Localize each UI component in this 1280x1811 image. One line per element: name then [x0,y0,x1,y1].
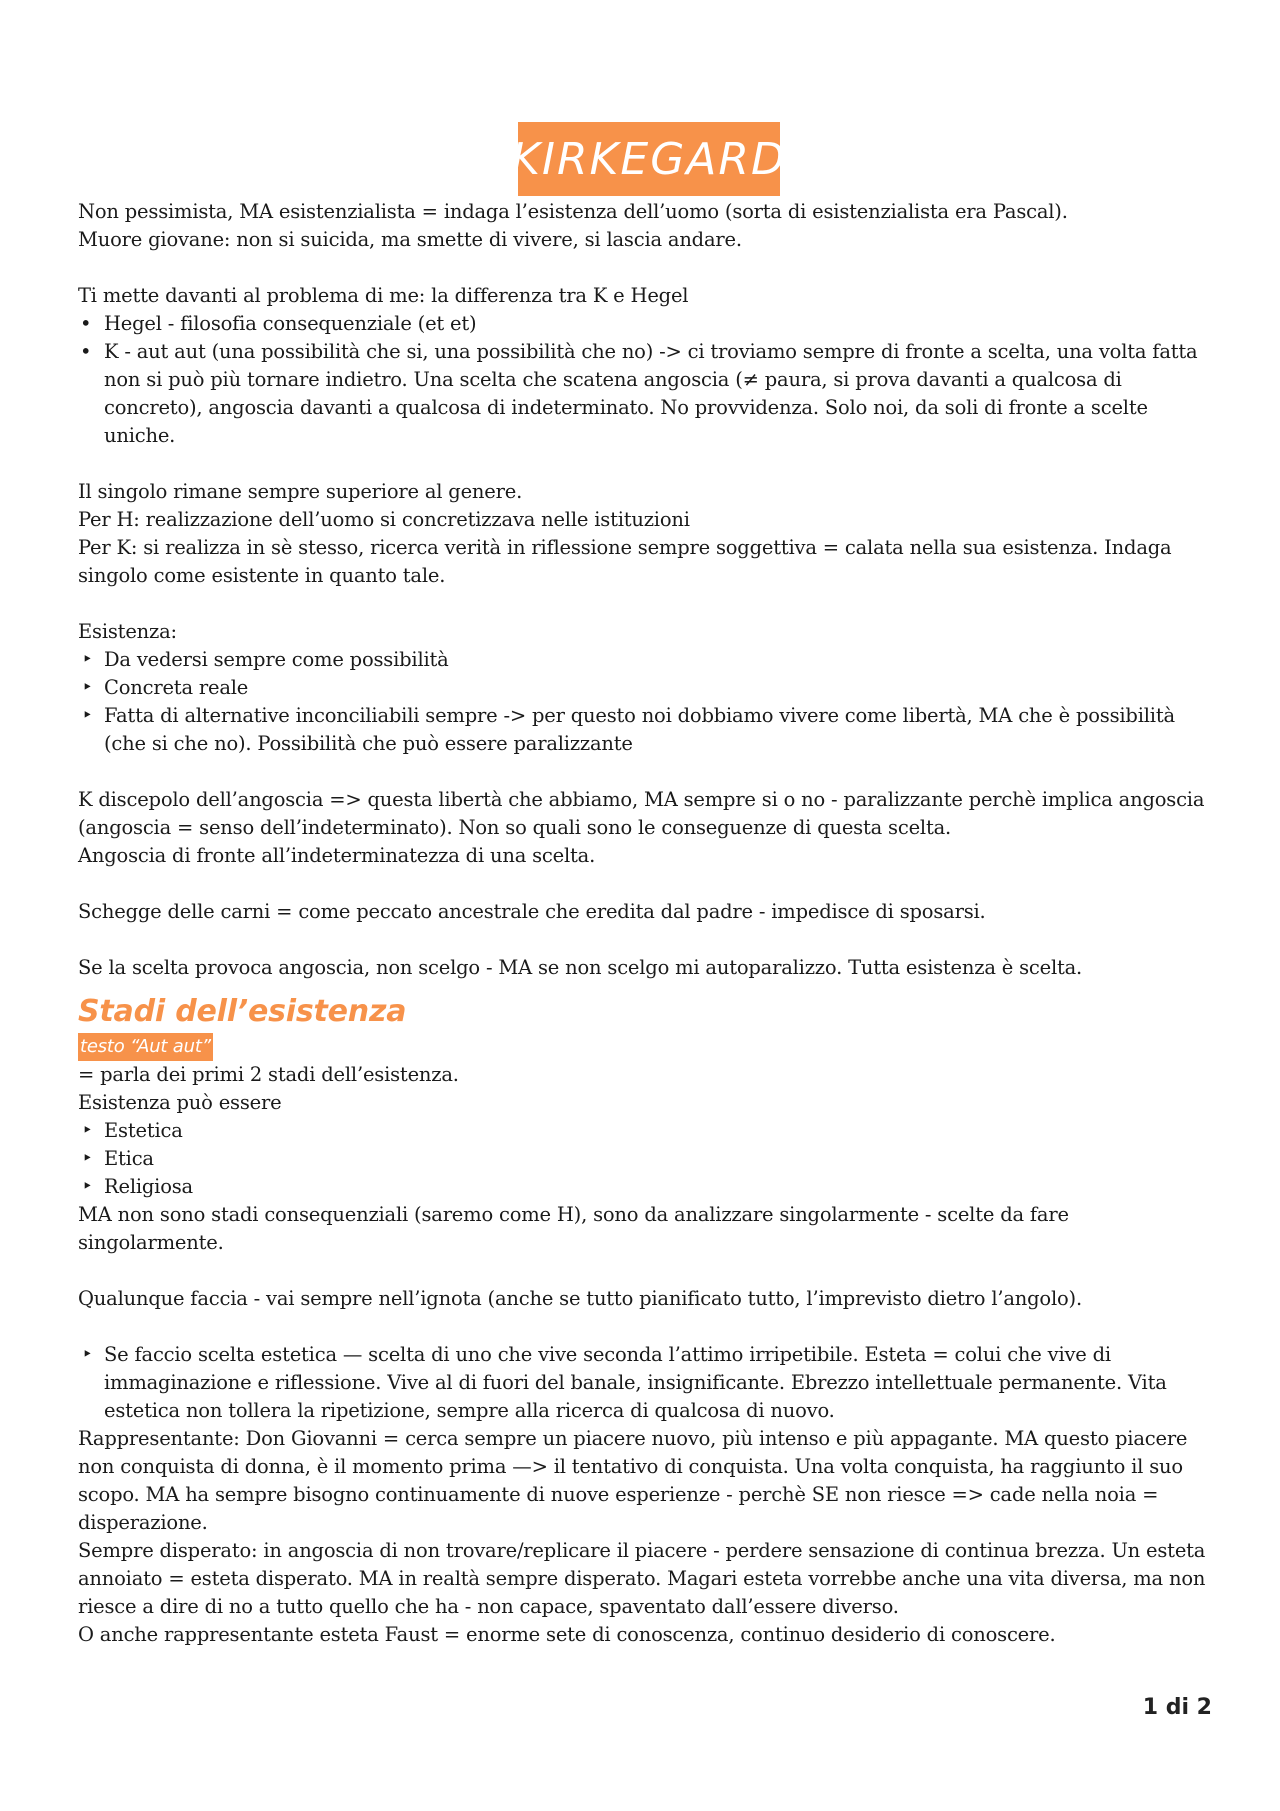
title-banner [511,122,787,196]
intro-line-2: Muore giovane: non si suicida, ma smette di vivere, si lascia andare. [78,228,742,251]
stadi-line-2: Esistenza può essere [78,1091,282,1114]
stadi-line-1: = parla dei primi 2 stadi dell’esistenza. [78,1063,459,1086]
list-item: ‣ Religiosa [78,1173,1208,1201]
list-item: ‣ Da vedersi sempre come possibilità [78,646,1208,674]
angoscia-line-2: Angoscia di fronte all’indeterminatezza di una scelta. [78,844,596,867]
singolo-line-1: Il singolo rimane sempre superiore al genere. [78,480,523,503]
hegel-heading: Ti mette davanti al problema di me: la differenza tra K e Hegel [78,284,689,307]
stadi-list [78,1117,1208,1201]
disperato-paragraph: Sempre disperato: in angoscia di non trovare/replicare il piacere - perdere sensazione di continua brezza. Un esteta annoiato = esteta disperato. MA in realtà sempre disperato. Magari esteta vorrebbe anche una vita diversa, ma non riesce a dire di no a tutto quello che ha - non capace, spaventato dall’essere diverso. [78,1539,1206,1618]
esistenza-heading: Esistenza: [78,620,177,643]
list-item: ‣ Concreta reale [78,674,1208,702]
list-item: • Hegel - filosofia consequenziale (et et) [78,310,1208,338]
scelta-line: Se la scelta provoca angoscia, non scelgo - MA se non scelgo mi autoparalizzo. Tutta esistenza è scelta. [78,956,1083,979]
stadi-line-4: Qualunque faccia - vai sempre nell’ignota (anche se tutto pianificato tutto, l’imprevisto dietro l’angolo). [78,1287,1082,1310]
list-item: ‣ Estetica [78,1117,1208,1145]
document-body [78,198,1208,1649]
esistenza-list [78,646,1208,758]
list-item: • K - aut aut (una possibilità che si, una possibilità che no) -> ci troviamo sempre di fronte a scelta, una volta fatta non si può più tornare indietro. Una scelta che scatena angoscia (≠ paura, si prova davanti a qualcosa di concreto), angoscia davanti a qualcosa di indeterminato. No provvidenza. Solo noi, da soli di fronte a scelte uniche. [78,338,1208,450]
list-item: ‣ Fatta di alternative inconciliabili sempre -> per questo noi dobbiamo vivere come libertà, MA che è possibilità (che si che no). Possibilità che può essere paralizzante [78,702,1208,758]
rappresentante-paragraph: Rappresentante: Don Giovanni = cerca sempre un piacere nuovo, più intenso e più appagante. MA questo piacere non conquista di donna, è il momento prima —> il tentativo di conquista. Una volta conquista, ha raggiunto il suo scopo. MA ha sempre bisogno continuamente di nuove esperienze - perchè SE non riesce => cade nella noia = disperazione. [78,1427,1188,1534]
singolo-line-3: Per K: si realizza in sè stesso, ricerca verità in riflessione sempre soggettiva = calata nella sua esistenza. Indaga singolo come esistente in quanto tale. [78,536,1172,587]
text-tag-aut-aut: testo “Aut aut” [78,1033,213,1061]
faust-paragraph: O anche rappresentante esteta Faust = enorme sete di conoscenza, continuo desiderio di conoscere. [78,1623,1056,1646]
page-title: KIRKEGARD [511,133,787,185]
list-item: ‣ Se faccio scelta estetica — scelta di uno che vive seconda l’attimo irripetibile. Esteta = colui che vive di immaginazione e riflessione. Vive al di fuori del banale, insignificante. Ebrezzo intellettuale permanente. Vita estetica non tollera la ripetizione, sempre alla ricerca di qualcosa di nuovo. [78,1341,1208,1425]
hegel-list [78,310,1208,450]
page-number: 1 di 2 [1142,1695,1212,1720]
stadi-line-3: MA non sono stadi consequenziali (saremo come H), sono da analizzare singolarmente - scelte da fare singolarmente. [78,1203,1069,1254]
intro-line-1: Non pessimista, MA esistenzialista = indaga l’esistenza dell’uomo (sorta di esistenzialista era Pascal). [78,200,1068,223]
angoscia-line-1: K discepolo dell’angoscia => questa libertà che abbiamo, MA sempre si o no - paralizzante perchè implica angoscia (angoscia = senso dell’indeterminato). Non so quali sono le conseguenze di questa scelta. [78,788,1205,839]
list-item: ‣ Etica [78,1145,1208,1173]
estetica-list [78,1341,1208,1425]
singolo-line-2: Per H: realizzazione dell’uomo si concretizzava nelle istituzioni [78,508,690,531]
section-heading-stadi: Stadi dell’esistenza [78,994,407,1029]
schegge-line: Schegge delle carni = come peccato ancestrale che eredita dal padre - impedisce di sposarsi. [78,900,986,923]
